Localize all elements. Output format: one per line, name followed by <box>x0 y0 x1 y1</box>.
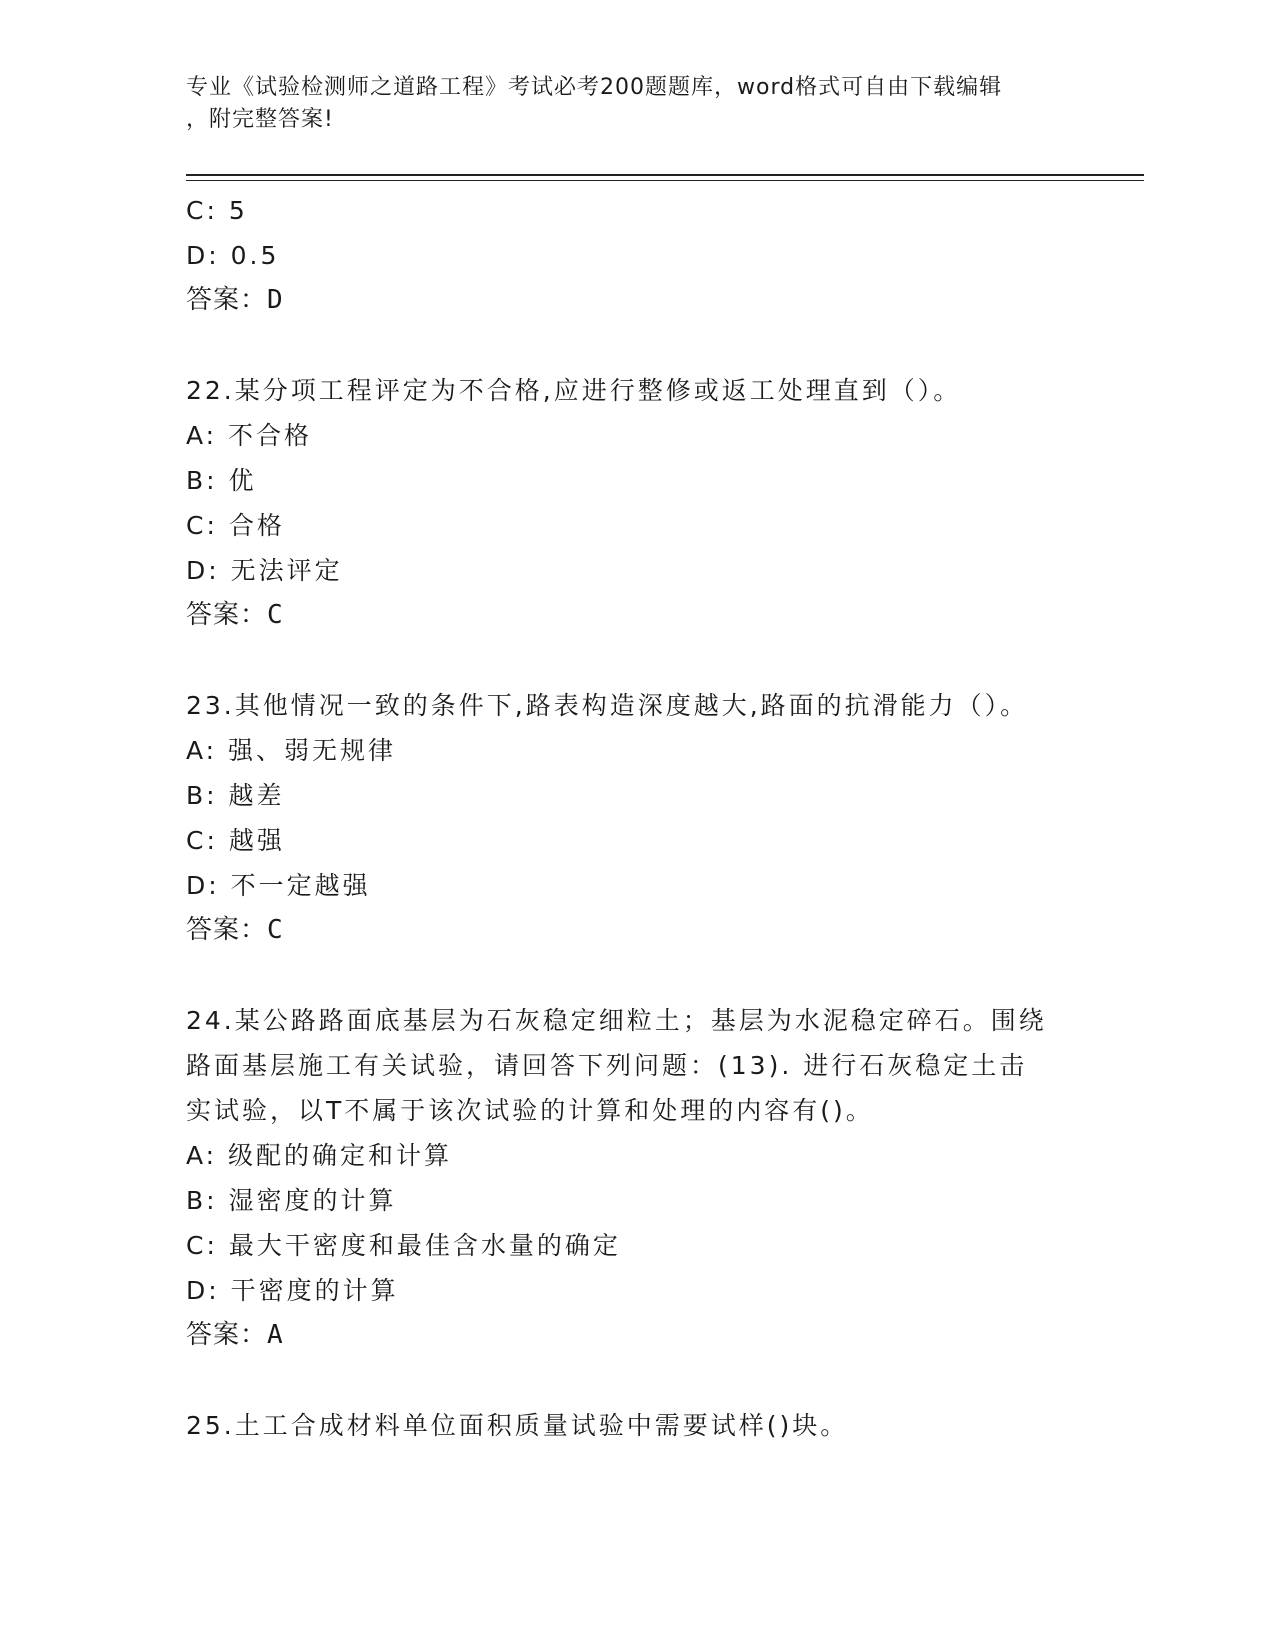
question-25 <box>186 1403 1086 1448</box>
header-divider-thick <box>186 174 1144 176</box>
question-text: 23.其他情况一致的条件下,路表构造深度越大,路面的抗滑能力（）。 <box>186 691 1029 720</box>
option-d: D: 0.5 <box>186 241 280 270</box>
document-header <box>186 72 1076 136</box>
question-text: 22.某分项工程评定为不合格,应进行整修或返工处理直到（）。 <box>186 376 962 405</box>
question-list <box>186 188 1086 1448</box>
option-b: B: 湿密度的计算 <box>186 1186 397 1215</box>
answer-line: 答案：C <box>186 915 284 945</box>
question-text: 25.土工合成材料单位面积质量试验中需要试样()块。 <box>186 1411 849 1440</box>
header-line-1: 专业《试验检测师之道路工程》考试必考200题题库，word格式可自由下载编辑 <box>186 75 1003 100</box>
question-23 <box>186 683 1086 953</box>
option-c: C: 合格 <box>186 511 285 540</box>
option-c: C: 越强 <box>186 826 285 855</box>
header-divider-thin <box>186 180 1144 181</box>
question-text-line-1: 24.某公路路面底基层为石灰稳定细粒土；基层为水泥稳定碎石。围绕 <box>186 1006 1047 1035</box>
question-21-tail <box>186 188 1086 323</box>
question-22 <box>186 368 1086 638</box>
option-d: D: 干密度的计算 <box>186 1276 399 1305</box>
option-d: D: 不一定越强 <box>186 871 371 900</box>
answer-line: 答案：D <box>186 285 284 315</box>
option-a: A: 不合格 <box>186 421 313 450</box>
question-text-line-3: 实试验，以T不属于该次试验的计算和处理的内容有()。 <box>186 1096 874 1125</box>
header-line-2: ，附完整答案! <box>186 107 334 132</box>
option-a: A: 强、弱无规律 <box>186 736 397 765</box>
option-c: C: 5 <box>186 196 248 225</box>
answer-line: 答案：A <box>186 1320 284 1350</box>
option-c: C: 最大干密度和最佳含水量的确定 <box>186 1231 621 1260</box>
option-b: B: 优 <box>186 466 257 495</box>
option-b: B: 越差 <box>186 781 285 810</box>
option-a: A: 级配的确定和计算 <box>186 1141 453 1170</box>
answer-line: 答案：C <box>186 600 284 630</box>
question-text-line-2: 路面基层施工有关试验，请回答下列问题：(13). 进行石灰稳定土击 <box>186 1051 1028 1080</box>
option-d: D: 无法评定 <box>186 556 343 585</box>
question-24 <box>186 998 1086 1358</box>
